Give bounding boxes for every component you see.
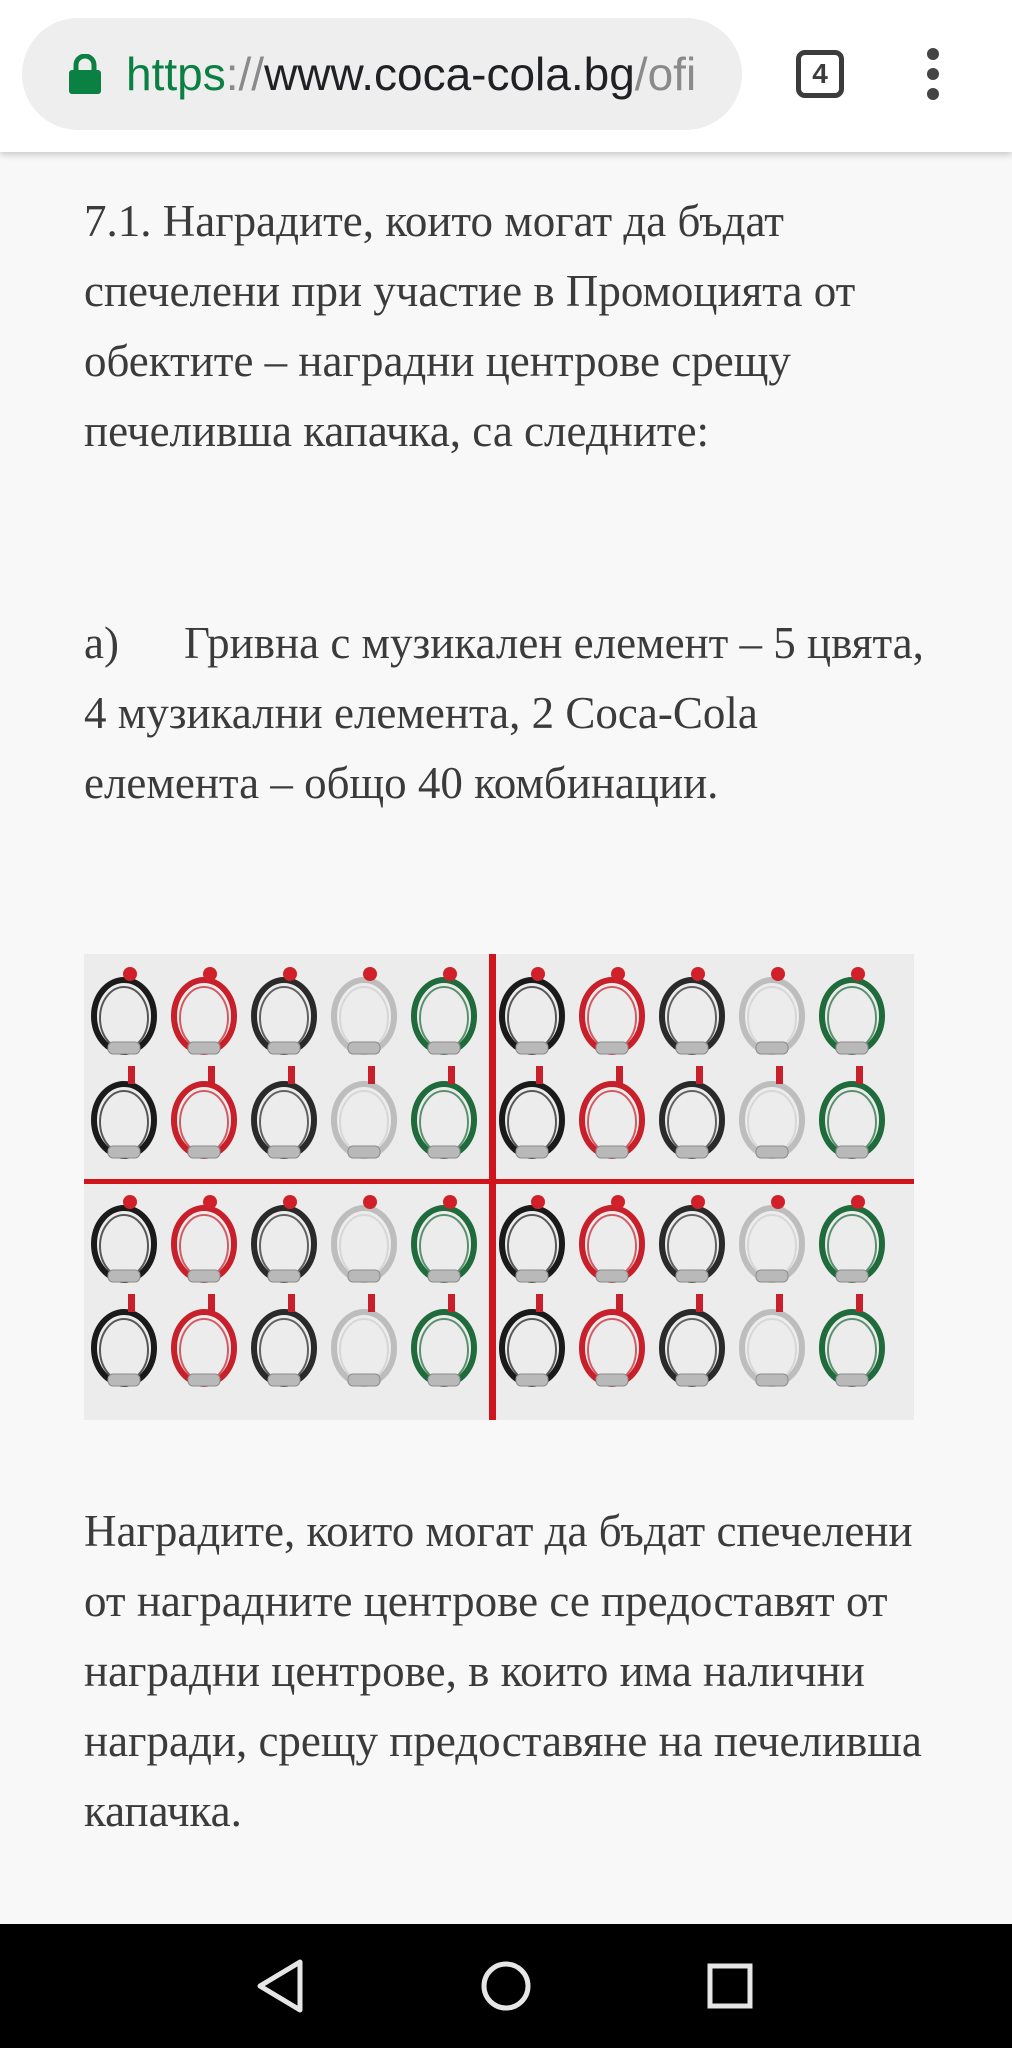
tab-switcher-button[interactable] (796, 50, 844, 98)
system-navbar (0, 1924, 1012, 2048)
lock-icon (68, 54, 102, 94)
url-text[interactable] (126, 18, 726, 130)
bracelets-image (84, 954, 914, 1420)
url-scheme: https (126, 48, 226, 100)
closing-paragraph: Наградите, които могат да бъдат спечелени от наградните центрове се предоставят от наградни центрове, в които има налични награди, срещу предоставяне на печеливша капачка. (84, 1506, 922, 1836)
url-path: /ofi (634, 48, 697, 100)
back-icon[interactable] (248, 1952, 316, 2020)
list-marker: а) (84, 618, 119, 668)
address-bar[interactable] (22, 18, 742, 130)
tab-count: 4 (812, 58, 828, 89)
browser-toolbar (0, 0, 1012, 152)
bracelets-illustration (84, 954, 914, 1420)
page-content[interactable] (0, 152, 1012, 1924)
recents-icon[interactable] (696, 1952, 764, 2020)
home-icon[interactable] (472, 1952, 540, 2020)
url-host: www.coca-cola.bg (264, 48, 635, 100)
section-intro: 7.1. Наградите, които могат да бъдат спечелени при участие в Промоцията от обектите – наградни центрове срещу печеливша капачка, са следните: (84, 196, 856, 456)
prize-item-a-text: Гривна с музикален елемент – 5 цвята, 4 музикални елемента, 2 Coca-Cola елемента – общо 40 комбинации. (84, 618, 924, 808)
more-vert-icon[interactable] (918, 48, 948, 100)
prize-item-a (84, 608, 934, 818)
url-separator: :// (225, 48, 265, 100)
